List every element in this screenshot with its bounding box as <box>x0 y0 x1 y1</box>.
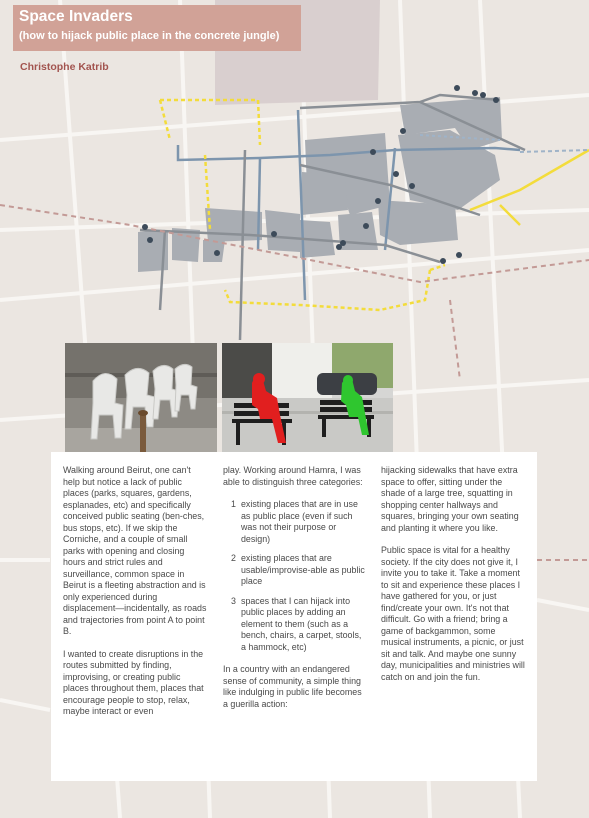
category-number: 3 <box>231 595 236 606</box>
category-number: 2 <box>231 553 236 563</box>
category-item <box>223 596 365 654</box>
article-paragraph: play. Working around Hamra, I was able to distinguish three categories: <box>223 465 363 487</box>
article-title: Space Invaders <box>19 8 133 25</box>
article-subtitle: (how to hijack public place in the concrete jungle) <box>19 30 280 42</box>
article-paragraph: Walking around Beirut, one can't help but notice a lack of public places (parks, squares, gardens, esplanades, etc) and specifically conceived public seating (ben-ches, bus stops, etc). If we skip the Corniche, and a couple of small parks with opening and closing hours and strict rules and surveillance, common space in Beirut is a fleeting abstraction and is only experienced during displacement—incidentally, as roads and trajectories from point A to point B. <box>63 465 207 636</box>
article-paragraph: I wanted to create disruptions in the routes submitted by finding, improvising, or creating public places throughout them, places that encourage people to stop, relax, maybe interact or even <box>63 648 204 716</box>
article-paragraph: hijacking sidewalks that have extra space to offer, sitting under the shade of a large tree, squatting in shopping center hallways and squares, bringing your own seating and planting it where you like. <box>381 465 519 533</box>
article-column-3 <box>381 465 526 694</box>
article-paragraph: In a country with an endangered sense of community, a simple thing like indulging in public life becomes a guerilla action: <box>223 664 362 709</box>
benches-with-red-and-green-figures-photo <box>222 343 393 454</box>
white-plastic-chairs-photo <box>65 343 217 454</box>
article-column-2 <box>223 465 365 721</box>
category-number: 1 <box>231 499 236 509</box>
category-text: spaces that I can hijack into public places by adding an element to them (such as a bench, chairs, a carpet, stools, a hammock, etc) <box>241 595 362 652</box>
article-paragraph: Public space is vital for a healthy society. If the city does not give it, I invite you to take it. Take a moment to sit and experience these places I have gathered for you, or just find/create your own. It's not that difficult. Go with a friend; bring a game of backgammon, some musical instruments, a picnic, or just sit and talk. And maybe one sunny day, municipalities and ministries will catch on and join the fun. <box>381 545 525 682</box>
category-text: existing places that are in use as public place (even if such was not their purpose or design) <box>241 499 358 544</box>
category-text: existing places that are usable/improvise-able as public place <box>241 553 365 586</box>
article-column-1 <box>63 465 208 729</box>
category-item <box>223 499 365 545</box>
categories-list <box>223 499 365 653</box>
author-name: Christophe Katrib <box>20 61 109 73</box>
title-banner <box>13 5 301 51</box>
category-item <box>223 553 365 588</box>
